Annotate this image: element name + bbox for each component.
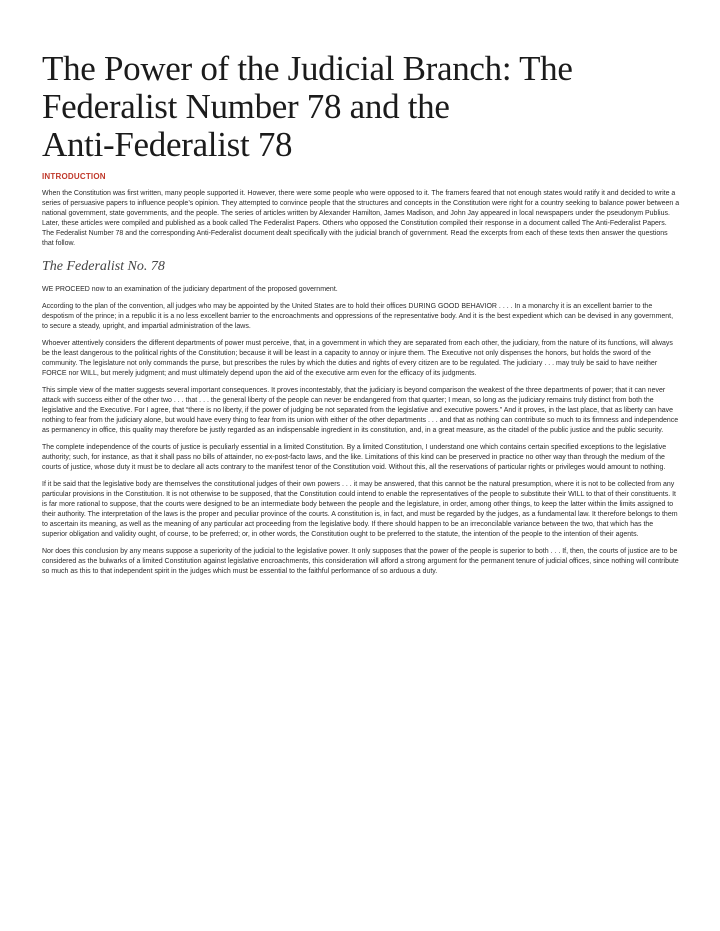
section-title: The Federalist No. 78 <box>42 259 165 274</box>
excerpt-body <box>42 285 680 577</box>
body-paragraph: The complete independence of the courts of justice is peculiarly essential in a limited Constitution. By a limited Constitution, I understand one which contains certain specified exceptions to the legislative authority; such, for instance, as that it shall pass no bills of attainder, no ex-post-facto laws, and the like. Limitations of this kind can be preserved in practice no other way than through the medium of the courts of justice, whose duty it must be to declare all acts contrary to the manifest tenor of the Constitution void. Without this, all the reservations of particular rights or privileges would amount to nothing. <box>42 444 667 471</box>
intro-paragraph: When the Constitution was first written, many people supported it. However, there were some people who were opposed to it. The framers feared that not enough states would ratify it and decided to write a series of persuasive papers to influence people’s opinion. They attempted to convince people that the structures and concepts in the Constitution were right for a country seeking to balance power between a national government, state governments, and the people. The series of articles written by Alexander Hamilton, James Madison, and John Jay appeared in local newspapers under the pseudonym Publius. Later, these articles were compiled and published as a book called The Federalist Papers. Others who opposed the Constitution compiled their response in a document called The Anti-Federalist Papers. <box>42 190 680 227</box>
body-paragraph: If it be said that the legislative body are themselves the constitutional judges of their own powers . . . it may be answered, that this cannot be the natural presumption, where it is not to be collected from any particular provisions in the Constitution. It is not otherwise to be supposed, that the Constitution could intend to enable the representatives of the people to substitute their WILL to that of their constituents. It is far more rational to suppose, that the courts were designed to be an intermediate body between the people and the legislature, in order, among other things, to keep the latter within the limits assigned to their authority. The interpretation of the laws is the proper and peculiar province of the courts. A constitution is, in fact, and must be regarded by the judges, as a fundamental law. It therefore belongs to them to ascertain its meaning, as well as the meaning of any particular act proceeding from the legislative body. If there should happen to be an irreconcilable variance between the two, that which has the superior obligation and validity ought, of course, to be preferred; or, in other words, the Constitution ought to be preferred to the statute, the intention of the people to the intention of their agents. <box>42 481 678 538</box>
body-paragraph: Nor does this conclusion by any means suppose a superiority of the judicial to the legislative power. It only supposes that the power of the people is superior to both . . . If, then, the courts of justice are to be considered as the bulwarks of a limited Constitution against legislative encroachments, this consideration will afford a strong argument for the permanent tenure of judicial offices, since nothing will contribute so much as this to that independent spirit in the judges which must be essential to the faithful performance of so arduous a duty. <box>42 548 679 575</box>
title-line: The Power of the Judicial Branch: The <box>42 49 573 88</box>
body-paragraph: According to the plan of the convention, all judges who may be appointed by the United States are to hold their offices DURING GOOD BEHAVIOR . . . . In a monarchy it is an excellent barrier to the despotism of the prince; in a republic it is a no less excellent barrier to the encroachments and oppressions of the representative body. And it is the best expedient which can be devised in any government, to secure a steady, upright, and impartial administration of the laws. <box>42 303 674 330</box>
title-line: Anti-Federalist 78 <box>42 125 293 164</box>
title-line: Federalist Number 78 and the <box>42 87 450 126</box>
intro-label: INTRODUCTION <box>42 172 106 181</box>
body-paragraph: Whoever attentively considers the different departments of power must perceive, that, in a government in which they are separated from each other, the judiciary, from the nature of its functions, will always be the least dangerous to the political rights of the Constitution; because it will be least in a capacity to annoy or injure them. The Executive not only dispenses the honors, but holds the sword of the community. The legislature not only commands the purse, but prescribes the rules by which the duties and rights of every citizen are to be regulated. The judiciary . . . may truly be said to have neither FORCE nor WILL, but merely judgment; and must ultimately depend upon the aid of the executive arm even for the efficacy of its judgments. <box>42 340 673 377</box>
body-paragraph: WE PROCEED now to an examination of the judiciary department of the proposed government. <box>42 286 338 293</box>
intro-paragraph: The Federalist Number 78 and the corresponding Anti-Federalist document dealt specifically with the judicial branch of government. Read the excerpts from each of these texts then answer the questions that follow. <box>42 230 668 247</box>
intro-section <box>42 189 680 249</box>
page-title <box>42 50 680 164</box>
body-paragraph: This simple view of the matter suggests several important consequences. It proves incontestably, that the judiciary is beyond comparison the weakest of the three departments of power; that it can never attack with success either of the other two . . . that . . . the general liberty of the people can never be endangered from that quarter; I mean, so long as the judiciary remains truly distinct from both the legislative and the Executive. For I agree, that “there is no liberty, if the power of judging be not separated from the legislative and executive powers.” And it proves, in the last place, that as liberty can have nothing to fear from the judiciary alone, but would have every thing to fear from its union with either of the other departments . . . and that as nothing can contribute so much to its firmness and independence as permanency in office, this quality may therefore be justly regarded as an indispensable ingredient in its constitution, and, in a great measure, as the citadel of the public justice and the public security. <box>42 387 679 434</box>
